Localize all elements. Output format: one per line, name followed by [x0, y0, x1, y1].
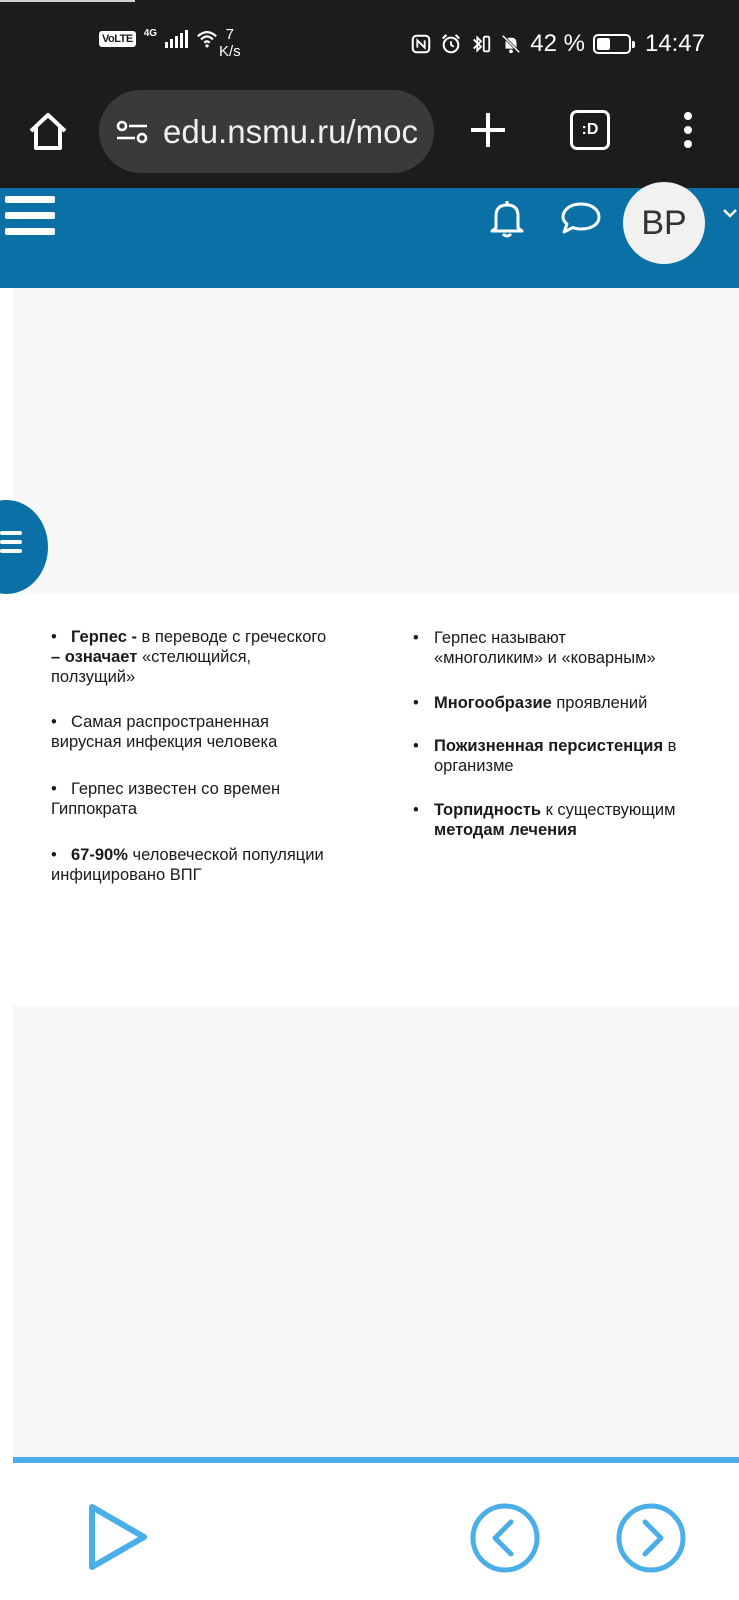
- bullet-bold: Торпидность: [434, 801, 546, 819]
- nfc-icon: [410, 33, 432, 55]
- network-type: 4G: [143, 27, 158, 39]
- more-vert-icon[interactable]: [676, 110, 700, 150]
- bullet-bold: Многообразие: [434, 694, 557, 712]
- content-background-top: [13, 288, 739, 594]
- bullet-text: вирусная инфекция человека: [51, 733, 278, 751]
- play-icon[interactable]: [88, 1503, 148, 1571]
- bullet-text: инфицировано ВПГ: [51, 866, 202, 884]
- bullet-text: в переводе с греческого: [141, 628, 327, 646]
- url-text[interactable]: edu.nsmu.ru/moc: [163, 112, 418, 150]
- bullet-text: «стелющийся,: [141, 648, 252, 666]
- chat-icon[interactable]: [560, 200, 602, 236]
- status-bar: [0, 0, 739, 88]
- chevron-down-icon[interactable]: [722, 206, 738, 220]
- progress-bar[interactable]: [13, 1457, 739, 1463]
- bullet-text: Самая распространенная: [71, 713, 269, 731]
- bullet-text: «многоликим» и «коварным»: [434, 649, 656, 667]
- bullet-text: организме: [434, 757, 514, 775]
- app-header: [0, 188, 739, 288]
- list-item: • Торпидность к существующим методам лечения: [413, 801, 676, 839]
- volte-badge: VoLTE: [99, 31, 136, 47]
- home-icon[interactable]: [26, 110, 70, 154]
- wifi-icon: [196, 28, 218, 50]
- bullet-bold: – означает: [51, 648, 142, 666]
- avatar[interactable]: BP: [623, 182, 705, 264]
- bullet-text: Герпес известен со времен: [71, 780, 281, 798]
- plus-icon[interactable]: [468, 110, 508, 150]
- alarm-icon: [440, 33, 462, 55]
- bullet-text: проявлений: [556, 694, 648, 712]
- content-background-bottom: [13, 1006, 739, 1457]
- mute-icon: [500, 33, 522, 55]
- status-left: [99, 28, 218, 50]
- speed-unit: K/s: [219, 43, 241, 60]
- tabs-label: :D: [581, 121, 599, 138]
- slide-content: [13, 594, 739, 1006]
- bullet-text: человеческой популяции: [132, 846, 324, 864]
- address-bar[interactable]: [99, 90, 434, 173]
- status-right: [410, 30, 705, 58]
- tabs-icon[interactable]: [570, 110, 610, 150]
- bullet-text: ползущий»: [51, 668, 136, 686]
- bullet-bold: Герпес -: [71, 628, 142, 646]
- bullet-text: Герпес называют: [434, 629, 566, 647]
- chevron-right-icon[interactable]: [615, 1502, 687, 1574]
- list-item: • Герпес известен со времен Гиппократа: [51, 780, 281, 818]
- bullet-bold: 67-90%: [71, 846, 133, 864]
- battery-icon: [593, 34, 631, 54]
- bell-icon[interactable]: [488, 198, 526, 238]
- battery-percent: 42 %: [530, 30, 585, 57]
- list-item: • Пожизненная персистенция в организме: [413, 737, 677, 775]
- bullet-bold: Пожизненная персистенция: [434, 737, 668, 755]
- bullet-text: к существующим: [545, 801, 676, 819]
- menu-icon[interactable]: [5, 196, 55, 238]
- list-item: • Герпес называют «многоликим» и «коварным»: [413, 629, 656, 667]
- bullet-text: Гиппократа: [51, 800, 138, 818]
- list-item: • Герпес - в переводе с греческого – означает «стелющийся, ползущий»: [51, 628, 327, 686]
- chevron-left-icon[interactable]: [469, 1502, 541, 1574]
- tune-icon[interactable]: [115, 119, 149, 145]
- bullet-bold: методам лечения: [434, 821, 577, 839]
- bullet-text: в: [667, 737, 677, 755]
- signal-icon: [165, 30, 188, 48]
- speed-value: 7: [225, 26, 235, 43]
- clock: 14:47: [644, 30, 705, 57]
- status-bar-edge: [0, 0, 135, 2]
- list-item: • 67-90% человеческой популяции инфицировано ВПГ: [51, 846, 324, 884]
- network-speed: [219, 26, 241, 60]
- list-item: • Многообразие проявлений: [413, 694, 648, 712]
- bluetooth-battery-icon: [470, 33, 492, 55]
- browser-toolbar: [0, 88, 739, 188]
- list-item: • Самая распространенная вирусная инфекция человека: [51, 713, 278, 751]
